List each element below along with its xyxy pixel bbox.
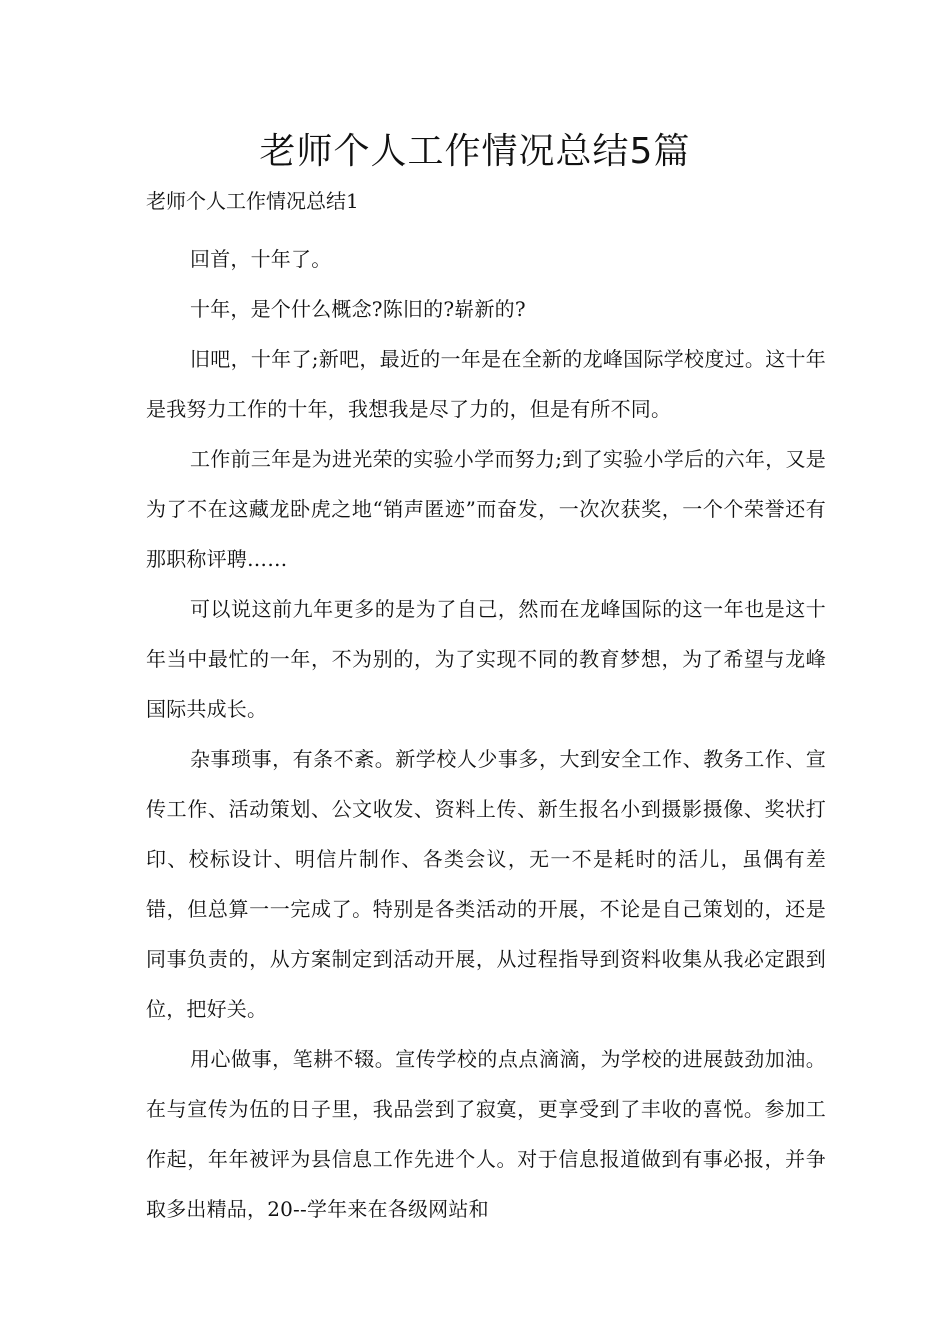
paragraph: 可以说这前九年更多的是为了自己，然而在龙峰国际的这一年也是这十年当中最忙的一年，不为别的，为了实现不同的教育梦想，为了希望与龙峰国际共成长。 bbox=[146, 597, 826, 721]
document-title: 老师个人工作情况总结5篇 bbox=[259, 131, 691, 172]
section-heading: 老师个人工作情况总结1 bbox=[146, 189, 359, 213]
paragraph: 十年，是个什么概念?陈旧的?崭新的? bbox=[190, 297, 526, 321]
paragraph: 杂事琐事，有条不紊。新学校人少事多，大到安全工作、教务工作、宣传工作、活动策划、公文收发、资料上传、新生报名小到摄影摄像、奖状打印、校标设计、明信片制作、各类会议，无一不是耗时的活儿，虽偶有差错，但总算一一完成了。特别是各类活动的开展，不论是自己策划的，还是同事负责的，从方案制定到活动开展，从过程指导到资料收集从我必定跟到位，把好关。 bbox=[146, 747, 826, 1021]
paragraph: 用心做事，笔耕不辍。宣传学校的点点滴滴，为学校的进展鼓劲加油。在与宣传为伍的日子里，我品尝到了寂寞，更享受到了丰收的喜悦。参加工作起，年年被评为县信息工作先进个人。对于信息报道做到有事必报，并争取多出精品，20--学年来在各级网站和 bbox=[146, 1047, 826, 1221]
document-body bbox=[146, 234, 826, 1234]
paragraph: 回首，十年了。 bbox=[190, 247, 332, 271]
paragraph: 工作前三年是为进光荣的实验小学而努力;到了实验小学后的六年，又是为了不在这藏龙卧虎之地“销声匿迹”而奋发，一次次获奖，一个个荣誉还有那职称评聘…… bbox=[146, 447, 826, 571]
paragraph: 旧吧，十年了;新吧，最近的一年是在全新的龙峰国际学校度过。这十年是我努力工作的十年，我想我是尽了力的，但是有所不同。 bbox=[146, 347, 826, 421]
